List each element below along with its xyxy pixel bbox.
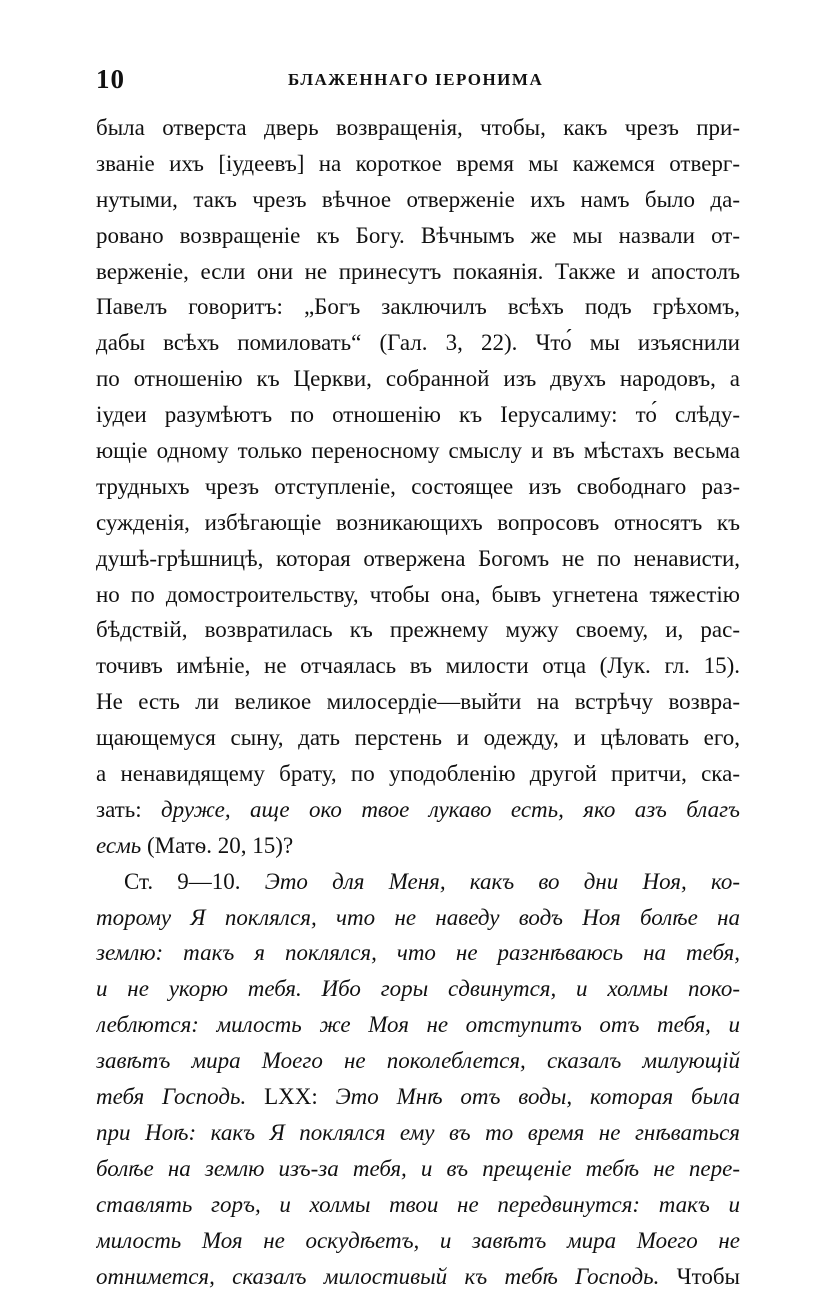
text-line: бѣдствій, возвратилась къ прежнему мужу своему, и, рас- [96, 612, 740, 648]
text-line: но по домостроительству, чтобы она, бывъ угнетена тяжестію [96, 577, 740, 613]
text-line: нутыми, такъ чрезъ вѣчное отверженіе ихъ намъ было да- [96, 182, 740, 218]
text-line: точивъ имѣніе, не отчаялась въ милости отца (Лук. гл. 15). [96, 648, 740, 684]
text-line: трудныхъ чрезъ отступленіе, состоящее изъ свободнаго раз- [96, 469, 740, 505]
verse-heading-line: Ст. 9—10. Это для Меня, какъ во дни Ноя, ко- [96, 864, 740, 900]
text-line: болѣе на землю изъ-за тебя, и въ прещеніе тебѣ не пере- [96, 1151, 740, 1187]
text-line: ющіе одному только переносному смыслу и въ мѣстахъ весьма [96, 433, 740, 469]
text-line: леблются: милость же Моя не отступитъ отъ тебя, и [96, 1007, 740, 1043]
commentary-text [96, 110, 740, 1294]
text-line: верженіе, если они не принесутъ покаянія. Также и апостолъ [96, 254, 740, 290]
text-line: при Ноѣ: какъ Я поклялся ему въ то время не гнѣваться [96, 1115, 740, 1151]
text-line: іудеи разумѣютъ по отношенію къ Іерусалиму: то́ слѣду- [96, 397, 740, 433]
text-line: сужденія, избѣгающіе возникающихъ вопросовъ относятъ къ [96, 505, 740, 541]
text-line: милость Моя не оскудѣетъ, и завѣтъ мира Моего не [96, 1223, 740, 1259]
text-line: дабы всѣхъ помиловать“ (Гал. 3, 22). Что́ мы изъяснили [96, 325, 740, 361]
page-number: 10 [96, 64, 125, 95]
text-line: зать: друже, аще око твое лукаво есть, яко азъ благъ [96, 792, 740, 828]
text-line: душѣ-грѣшницѣ, которая отвержена Богомъ не по ненависти, [96, 541, 740, 577]
text-line: ставлять горъ, и холмы твои не передвинутся: такъ и [96, 1187, 740, 1223]
text-line: была отверста дверь возвращенія, чтобы, какъ чрезъ при- [96, 110, 740, 146]
text-line: ровано возвращеніе къ Богу. Вѣчнымъ же мы назвали от- [96, 218, 740, 254]
text-line: тебя Господь. LXX: Это Мнѣ отъ воды, которая была [96, 1079, 740, 1115]
text-line: и не укорю тебя. Ибо горы сдвинутся, и холмы поко- [96, 971, 740, 1007]
text-line: землю: такъ я поклялся, что не разгнѣваюсь на тебя, [96, 935, 740, 971]
text-line: по отношенію къ Церкви, собранной изъ двухъ народовъ, а [96, 361, 740, 397]
text-line: есмь (Матѳ. 20, 15)? [96, 828, 740, 864]
text-line: завѣтъ мира Моего не поколеблется, сказалъ милующій [96, 1043, 740, 1079]
text-line: щающемуся сыну, дать перстень и одежду, и цѣловать его, [96, 720, 740, 756]
text-line: званіе ихъ [іудеевъ] на короткое время мы кажемся отверг- [96, 146, 740, 182]
text-line: Не есть ли великое милосердіе—выйти на встрѣчу возвра- [96, 684, 740, 720]
text-line: Павелъ говоритъ: „Богъ заключилъ всѣхъ подъ грѣхомъ, [96, 289, 740, 325]
text-line: торому Я поклялся, что не наведу водъ Ноя болѣе на [96, 900, 740, 936]
text-line: а ненавидящему брату, по уподобленію другой притчи, ска- [96, 756, 740, 792]
running-title: БЛАЖЕННАГО IЕРОНИМА [288, 70, 543, 90]
page-header [96, 60, 740, 100]
text-line: отнимется, сказалъ милостивый къ тебѣ Господь. Чтобы [96, 1259, 740, 1294]
